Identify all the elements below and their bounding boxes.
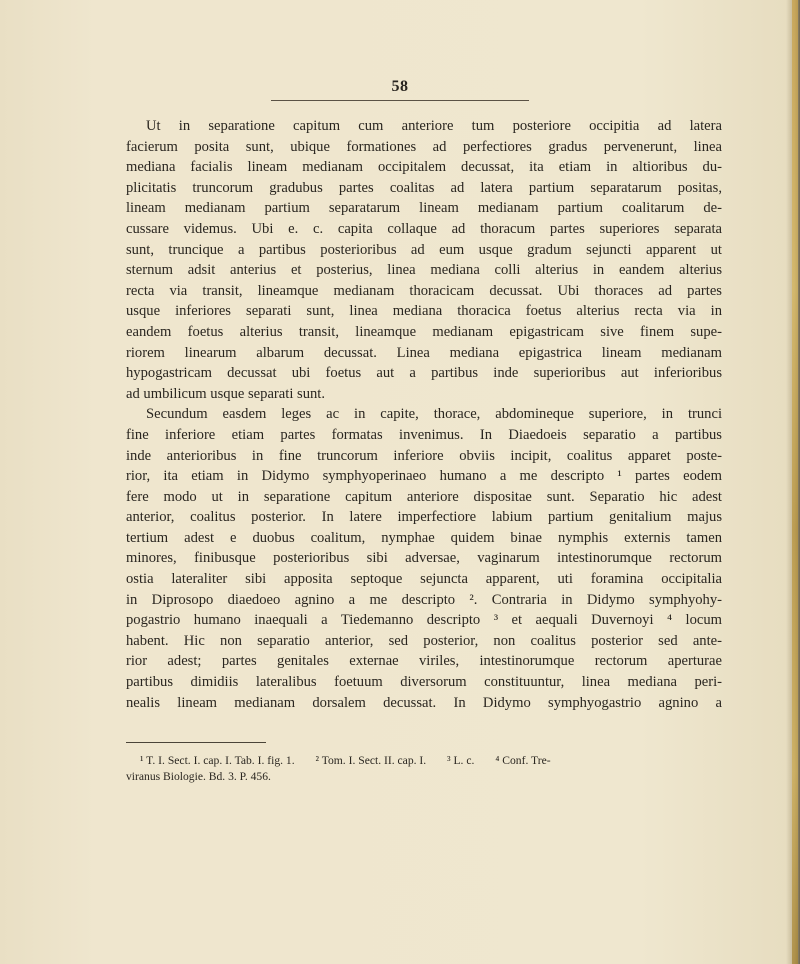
footnote-3: ³ L. c. bbox=[447, 754, 475, 767]
text-line: habent. Hic non separatio anterior, sed posterior, non coalitus posterior sed ante- bbox=[126, 632, 722, 649]
text-line: riorem linearum albarum decussat. Linea mediana epigastrica lineam medianam bbox=[126, 344, 722, 361]
text-line: facierum posita sunt, ubique formationes ad perfectiores gradus pervenerunt, linea bbox=[126, 138, 722, 155]
page-edge-stain bbox=[792, 0, 798, 964]
text-line: pogastrio humano inaequali a Tiedemanno descripto ³ et aequali Duvernoyi ⁴ locum bbox=[126, 612, 722, 629]
footnote-line bbox=[126, 753, 722, 769]
text-line: Ut in separatione capitum cum anteriore tum posteriore occipitia ad latera bbox=[146, 118, 722, 134]
text-line: ostia lateraliter sibi apposita septoque sejuncta apparent, uti foramina occipitalia bbox=[126, 571, 722, 588]
text-line: sunt, truncique a partibus posterioribus ad eum usque gradum sejuncti apparent ut bbox=[126, 241, 722, 258]
text-line: nealis lineam medianam dorsalem decussat. In Didymo symphyogastrio agnino a bbox=[126, 694, 722, 711]
text-line: rior adest; partes genitales externae viriles, intestinorumque rectorum aperturae bbox=[126, 653, 722, 670]
text-line: plicitatis truncorum gradubus partes coalitas ad latera partium separatarum positas, bbox=[126, 179, 722, 196]
footnote-rule bbox=[126, 742, 266, 743]
paragraph-1 bbox=[126, 116, 722, 404]
text-line: anterior, coalitus posterior. In latere imperfectiore labium partium genitalium majus bbox=[126, 509, 722, 526]
text-line: rior, ita etiam in Didymo symphyoperinaeo humano a me descripto ¹ partes eodem bbox=[126, 468, 722, 485]
text-line: eandem foetus alterius transit, lineamque medianam epigastricam sive finem supe- bbox=[126, 323, 722, 340]
footnote-4: ⁴ Conf. Tre- bbox=[495, 754, 551, 767]
text-line: inde anterioribus in fine truncorum inferiore obviis incipit, coalitus apparet poste- bbox=[126, 447, 722, 464]
footnote-2: ² Tom. I. Sect. II. cap. I. bbox=[315, 754, 427, 767]
text-line: partibus dimidiis lateralibus foetuum diversorum constituuntur, linea mediana peri- bbox=[126, 674, 722, 691]
footnote-continuation: viranus Biologie. Bd. 3. P. 456. bbox=[126, 770, 271, 783]
text-line: cussare videmus. Ubi e. c. capita collaque ad thoracum partes superiores separata bbox=[126, 220, 722, 237]
header-rule bbox=[271, 100, 529, 101]
page-number: 58 bbox=[391, 78, 409, 95]
text-line: Secundum easdem leges ac in capite, thorace, abdomineque superiore, in trunci bbox=[146, 406, 722, 423]
text-line: fere modo ut in separatione capitum anteriore dispositae sunt. Separatio hic adest bbox=[126, 488, 722, 505]
text-line: minores, finibusque posterioribus sibi adversae, vaginarum intestinorumque rectorum bbox=[126, 550, 722, 567]
paragraph-2 bbox=[126, 404, 722, 713]
text-line: lineam medianam partium separatarum lineam medianam partium coalitarum de- bbox=[126, 200, 722, 217]
text-line: fine inferiore etiam partes formatas invenimus. In Diaedoeis separatio a partibus bbox=[126, 426, 722, 443]
footnotes bbox=[126, 753, 722, 785]
text-line: hypogastricam decussat ubi foetus aut a partibus inde superioribus aut inferioribus bbox=[126, 365, 722, 382]
footnote-1: ¹ T. I. Sect. I. cap. I. Tab. I. fig. 1. bbox=[140, 754, 295, 767]
text-line: usque inferiores separati sunt, linea mediana thoracica foetus alterius recta via in bbox=[126, 303, 722, 320]
text-line: recta via transit, lineamque medianam thoracicam decussat. Ubi thoraces ad partes bbox=[126, 282, 722, 299]
text-line: sternum adsit anterius et posterius, linea mediana colli alterius in eandem alterius bbox=[126, 262, 722, 279]
text-line: mediana facialis lineam medianam occipitalem decussat, ita etiam in altioribus du- bbox=[126, 159, 722, 176]
text-line: tertium adest e duobus coalitum, nymphae quidem binae nymphis externis tamen bbox=[126, 529, 722, 546]
body-text bbox=[126, 116, 722, 713]
text-line: ad umbilicum usque separati sunt. bbox=[126, 385, 326, 402]
text-line: in Diprosopo diaedoeo agnino a me descripto ². Contraria in Didymo symphyohy- bbox=[126, 591, 722, 608]
